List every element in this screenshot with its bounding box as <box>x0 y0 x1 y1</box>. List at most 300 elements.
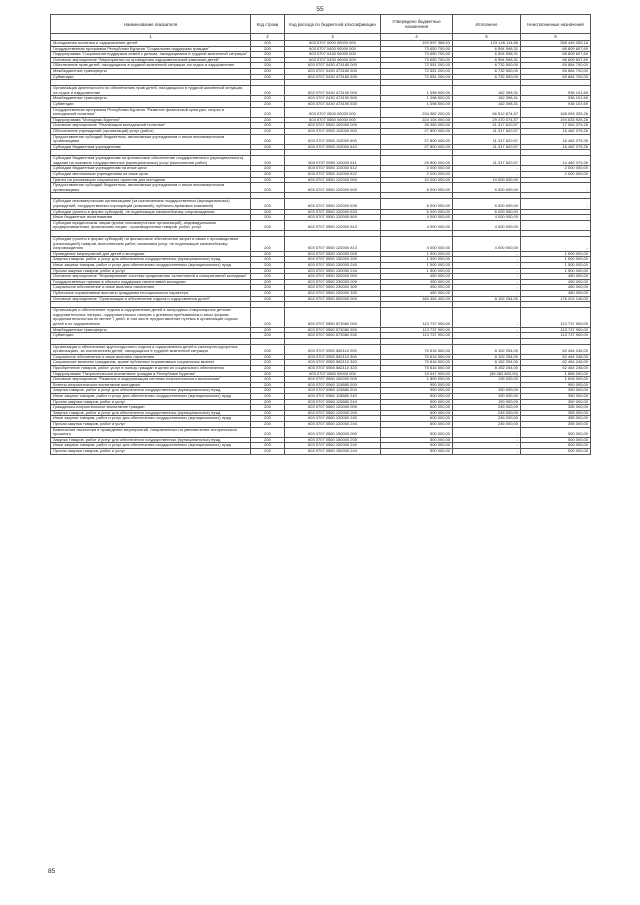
row-done: 8 152 254,00 <box>453 366 521 372</box>
row-kcsr: 603 0707 0430 00000 000 <box>285 52 381 58</box>
row-code: 200 <box>251 117 285 123</box>
row-remain: 1 500 000,00 <box>521 268 591 274</box>
col-num-4: 4 <box>381 34 453 41</box>
row-approved: 72 551 200,00 <box>381 74 453 80</box>
row-kcsr: 603 0707 0430 473180 530 <box>285 74 381 80</box>
row-name: Иные закупки товаров, работ и услуг для обеспечения государственных (муниципальных) нужд <box>51 394 251 400</box>
row-code: 200 <box>251 166 285 172</box>
row-done: - <box>453 166 521 172</box>
row-code: 200 <box>251 274 285 280</box>
row-name: Публичные нормативные выплаты гражданам несоциального характера <box>51 290 251 296</box>
row-kcsr: 603 0707 0550 120000 630 <box>285 199 381 209</box>
row-code: 200 <box>251 443 285 449</box>
row-approved: 72 551 200,00 <box>381 68 453 74</box>
row-name: Субсидии юридическим лицам (кроме некоммерческих организаций), индивидуальным предпринимателям, физическим лицам - производителям товаров, работ, услуг <box>51 220 251 230</box>
row-name: Межбюджетные трансферты <box>51 96 251 102</box>
row-approved: 70 616 500,00 <box>381 360 453 366</box>
row-code: 200 <box>251 144 285 150</box>
row-code: 200 <box>251 354 285 360</box>
row-kcsr: 603 0707 0550 110000 000 <box>285 128 381 134</box>
row-remain: 62 464 246,00 <box>521 344 591 354</box>
row-name: Закупка товаров, работ и услуг для обеспечения государственных (муниципальных) нужд <box>51 388 251 394</box>
row-done: 8 152 254,00 <box>453 344 521 354</box>
row-name: Закупка товаров, работ и услуг для обеспечения государственных (муниципальных) нужд <box>51 410 251 416</box>
row-remain: 65 884 700,00 <box>521 74 591 80</box>
row-approved: 500 000,00 <box>381 394 453 400</box>
page-number-top: 55 <box>316 6 324 13</box>
row-done: 6 732 500,00 <box>453 68 521 74</box>
row-remain: 66 809 607,69 <box>521 52 591 58</box>
row-code: 200 <box>251 68 285 74</box>
row-code: 200 <box>251 382 285 388</box>
row-approved: 950 000,00 <box>381 382 453 388</box>
row-approved: 1 800 000,00 <box>381 377 453 383</box>
col-num-1: 1 <box>51 34 251 41</box>
row-code: 200 <box>251 427 285 437</box>
col-num-6: 6 <box>521 34 591 41</box>
row-code: 200 <box>251 215 285 221</box>
row-remain: 62 464 246,00 <box>521 354 591 360</box>
row-approved: 224 104 000,00 <box>381 117 453 123</box>
row-name: Субвенции <box>51 101 251 107</box>
row-code: 200 <box>251 220 285 230</box>
row-code: 200 <box>251 172 285 178</box>
row-code: 200 <box>251 156 285 166</box>
row-done: 8 152 254,00 <box>453 360 521 366</box>
row-done: 245 000,00 <box>453 422 521 428</box>
row-name: Предоставление субсидий бюджетным, автономным учреждениям и иным некоммерческим организациям <box>51 183 251 193</box>
row-name: Прочая закупка товаров, работ и услуг <box>51 448 251 454</box>
row-done: - <box>453 279 521 285</box>
row-kcsr: 603 0707 0550 100000 000 <box>285 123 381 129</box>
row-name: Иные закупки товаров, работ и услуг для обеспечения государственных (муниципальных) нужд <box>51 443 251 449</box>
row-approved: 600 000,00 <box>381 405 453 411</box>
row-done: - <box>453 268 521 274</box>
row-code: 200 <box>251 41 285 47</box>
row-kcsr: 603 0707 0550 120000 633 <box>285 209 381 215</box>
row-remain: 936 101,69 <box>521 86 591 96</box>
row-remain: - <box>521 209 591 215</box>
row-approved: 113 737 900,00 <box>381 308 453 327</box>
row-approved: 73 650 700,00 <box>381 57 453 63</box>
col-num-5: 5 <box>453 34 521 41</box>
row-remain: 17 062 379,26 <box>521 123 591 129</box>
row-approved: 500 000,00 <box>381 427 453 437</box>
row-kcsr: 603 0707 0550 130000 244 <box>285 268 381 274</box>
row-approved: 2 000 000,00 <box>381 172 453 178</box>
row-done: - <box>453 172 521 178</box>
row-done: 162 398,31 <box>453 101 521 107</box>
row-approved: 10 000 000,00 <box>381 177 453 183</box>
row-name: Военно-патриотическое воспитание молодежи <box>51 382 251 388</box>
row-approved: 184 354 400,00 <box>381 296 453 302</box>
row-code: 200 <box>251 327 285 333</box>
row-kcsr: 603 0707 0550 110000 611 <box>285 156 381 166</box>
row-done: 4 000 000,00 <box>453 237 521 252</box>
row-approved: 70 616 500,00 <box>381 354 453 360</box>
row-approved: 25 800 000,00 <box>381 156 453 166</box>
row-remain: - <box>521 215 591 221</box>
row-kcsr: 603 0707 0430 473180 500 <box>285 68 381 74</box>
row-kcsr: 603 0707 0560 150000 000 <box>285 427 381 437</box>
row-name: Государственная программа Республики Бурятия "Социальная поддержка граждан" <box>51 46 251 52</box>
row-name: Закупка товаров, работ и услуг для обеспечения государственных (муниципальных) нужд <box>51 257 251 263</box>
row-approved: 1 098 500,00 <box>381 96 453 102</box>
row-name: Межбюджетные трансферты <box>51 68 251 74</box>
row-code: 200 <box>251 308 285 327</box>
col-num-2: 2 <box>251 34 285 41</box>
row-done: 6 000 000,00 <box>453 183 521 193</box>
row-name: Проведение мероприятий для детей и молодежи <box>51 251 251 257</box>
row-kcsr: 603 0707 0560 150000 244 <box>285 448 381 454</box>
row-remain: 62 464 246,00 <box>521 360 591 366</box>
row-remain: 1 605 000,00 <box>521 377 591 383</box>
page-number-bottom: 85 <box>48 868 56 875</box>
row-approved: 70 616 500,00 <box>381 366 453 372</box>
row-approved: 500 000,00 <box>381 443 453 449</box>
row-done: 29 470 074,57 <box>453 117 521 123</box>
row-approved: 1 500 000,00 <box>381 257 453 263</box>
row-approved: 500 000,00 <box>381 399 453 405</box>
row-kcsr: 603 0707 0550 130000 200 <box>285 257 381 263</box>
row-approved: 6 000 000,00 <box>381 199 453 209</box>
row-code: 200 <box>251 128 285 134</box>
row-done: 11 317 620,57 <box>453 134 521 144</box>
row-done: 21 317 620,57 <box>453 123 521 129</box>
row-name: Основное мероприятие "Развитие и модернизация системы патриотического воспитания" <box>51 377 251 383</box>
row-done: - <box>453 427 521 437</box>
row-name: Вовлечение населения в проведение мероприятий, направленных на увековечение исторического прошлого <box>51 427 251 437</box>
row-done: - <box>453 327 521 333</box>
row-name: Основное мероприятие "Мероприятия по проведению оздоровительной кампании детей" <box>51 57 251 63</box>
header-name: Наименование показателя <box>51 15 251 34</box>
row-remain: 355 000,00 <box>521 422 591 428</box>
row-name: Прочая закупка товаров, работ и услуг <box>51 422 251 428</box>
row-remain: 350 000,00 <box>521 394 591 400</box>
row-kcsr: 603 0707 0400 00000 000 <box>285 46 381 52</box>
row-name: Основное мероприятие "Реализация молодежной политики" <box>51 123 251 129</box>
row-code: 200 <box>251 388 285 394</box>
row-remain: 113 737 900,00 <box>521 327 591 333</box>
row-name: Субсидии бюджетным учреждениям на финансовое обеспечение государственного (муниципального) задания на оказание государственных (муниципальных) услуг (выполнение работ) <box>51 156 251 166</box>
row-name: Иные бюджетные ассигнования <box>51 215 251 221</box>
row-done: - <box>453 274 521 280</box>
row-remain: 65 884 700,00 <box>521 68 591 74</box>
row-name: Гражданско-патриотическое воспитание граждан <box>51 405 251 411</box>
row-approved: 1 098 500,00 <box>381 101 453 107</box>
row-remain: 176 201 146,00 <box>521 296 591 302</box>
row-name: Субвенции <box>51 333 251 339</box>
row-remain: - <box>521 237 591 252</box>
row-remain: 62 464 246,00 <box>521 366 591 372</box>
table-row <box>51 134 591 144</box>
row-name: Субсидии бюджетным учреждениям на иные цели <box>51 166 251 172</box>
row-code: 200 <box>251 177 285 183</box>
row-name: Субсидии (гранты в форме субсидий), не подлежащие казначейскому сопровождению <box>51 209 251 215</box>
row-kcsr: 603 0707 0550 110000 622 <box>285 172 381 178</box>
row-done: (59 082 800,00) <box>453 371 521 377</box>
row-remain: 350 000,00 <box>521 399 591 405</box>
row-kcsr: 603 0707 0550 120000 800 <box>285 215 381 221</box>
row-approved: 450 000,00 <box>381 285 453 291</box>
row-remain: 500 000,00 <box>521 443 591 449</box>
row-kcsr: 603 0707 0550 582110 323 <box>285 366 381 372</box>
row-kcsr: 603 0707 0550 120000 813 <box>285 237 381 252</box>
row-approved: 6 000 000,00 <box>381 209 453 215</box>
row-code: 200 <box>251 237 285 252</box>
row-kcsr: 603 0707 0550 110000 600 <box>285 134 381 144</box>
row-done: 4 000 000,00 <box>453 215 521 221</box>
row-remain: 268 449 265,18 <box>521 41 591 47</box>
row-done: 11 317 620,57 <box>453 156 521 166</box>
row-done: 6 732 500,00 <box>453 74 521 80</box>
row-remain: - <box>521 183 591 193</box>
row-code: 200 <box>251 360 285 366</box>
row-remain: 1 856 000,00 <box>521 371 591 377</box>
row-remain: 950 000,00 <box>521 382 591 388</box>
row-approved: 73 650 700,00 <box>381 52 453 58</box>
row-remain: 113 737 900,00 <box>521 308 591 327</box>
table-body <box>51 41 591 455</box>
row-kcsr: 603 0707 0560 150000 200 <box>285 437 381 443</box>
table-row <box>51 199 591 209</box>
row-remain: 936 101,69 <box>521 101 591 107</box>
row-done: - <box>453 448 521 454</box>
row-kcsr: 603 0707 0560 120000 200 <box>285 410 381 416</box>
row-kcsr: 603 0707 0550 130000 000 <box>285 251 381 257</box>
header-approved: Утверждено бюджетные назначения <box>381 15 453 34</box>
row-name: Государственные премии в области поддержки талантливой молодежи <box>51 279 251 285</box>
row-code: 200 <box>251 52 285 58</box>
row-approved: 234 582 200,00 <box>381 107 453 117</box>
row-done: - <box>453 308 521 327</box>
row-code: 200 <box>251 399 285 405</box>
row-kcsr: 603 0707 0560 115880 000 <box>285 382 381 388</box>
row-kcsr: 603 0707 0430 40000 000 <box>285 57 381 63</box>
row-name: Государственная программа Республики Бурятия "Развитие физической культуры, спорта и молодежной политики" <box>51 107 251 117</box>
row-remain: 16 482 379,26 <box>521 134 591 144</box>
row-code: 200 <box>251 183 285 193</box>
row-remain: 1 500 000,00 <box>521 262 591 268</box>
row-kcsr: 603 0707 0560 100000 000 <box>285 377 381 383</box>
col-num-3: 3 <box>285 34 381 41</box>
row-name: Предоставление субсидий бюджетным, автономным учреждениям и иным некоммерческим организациям <box>51 134 251 144</box>
row-kcsr: 603 0707 0550 582110 300 <box>285 354 381 360</box>
row-approved: 10 447 900,00 <box>381 371 453 377</box>
row-done: 245 000,00 <box>453 405 521 411</box>
row-remain: 450 000,00 <box>521 279 591 285</box>
row-done: 10 000 000,00 <box>453 177 521 183</box>
header-done: Исполнено <box>453 15 521 34</box>
row-name: Субсидии автономным учреждениям на иные цели <box>51 172 251 178</box>
row-code: 200 <box>251 333 285 339</box>
row-code: 200 <box>251 57 285 63</box>
row-done: 8 152 254,00 <box>453 354 521 360</box>
row-kcsr: 603 0707 0550 573080 530 <box>285 333 381 339</box>
row-name: Иные закупки товаров, работ и услуг для обеспечения государственных (муниципальных) нужд <box>51 262 251 268</box>
header-row <box>51 15 591 34</box>
header-remain: Неисполненные назначения <box>521 15 591 34</box>
row-code: 200 <box>251 371 285 377</box>
row-done: 11 317 620,57 <box>453 128 521 134</box>
row-approved: 1 098 500,00 <box>381 86 453 96</box>
row-remain: 168 069 325,26 <box>521 107 591 117</box>
row-code: 200 <box>251 366 285 372</box>
row-kcsr: 603 0707 0550 120000 000 <box>285 177 381 183</box>
row-kcsr: 603 0707 0560 120000 240 <box>285 416 381 422</box>
row-done: 66 512 874,57 <box>453 107 521 117</box>
table-row <box>51 183 591 193</box>
row-done: 6 594 598,31 <box>453 46 521 52</box>
row-remain: 355 000,00 <box>521 416 591 422</box>
row-kcsr: 603 0707 0560 115880 244 <box>285 399 381 405</box>
table-row <box>51 156 591 166</box>
row-code: 200 <box>251 96 285 102</box>
row-name: Обеспечение учреждений (организаций) услуг (работ) <box>51 128 251 134</box>
row-name: Подпрограмма "Социальная поддержка семей с детьми, находящимися в трудной жизненной ситуации" <box>51 52 251 58</box>
row-code: 200 <box>251 285 285 291</box>
row-code: 200 <box>251 268 285 274</box>
row-name: Прочая закупка товаров, работ и услуг <box>51 268 251 274</box>
row-code: 200 <box>251 262 285 268</box>
row-remain: 1 500 000,00 <box>521 257 591 263</box>
row-kcsr: 603 0707 0550 120000 810 <box>285 220 381 230</box>
row-done: - <box>453 251 521 257</box>
row-name: Приобретение товаров, работ, услуг в пользу граждан в целях их социального обеспечения <box>51 366 251 372</box>
row-code: 200 <box>251 437 285 443</box>
row-kcsr: 603 0707 0550 573080 000 <box>285 308 381 327</box>
row-remain: 66 809 607,69 <box>521 57 591 63</box>
row-approved: 1 500 000,00 <box>381 262 453 268</box>
row-remain: 350 000,00 <box>521 388 591 394</box>
row-approved: 2 000 000,00 <box>381 166 453 172</box>
row-code: 200 <box>251 416 285 422</box>
row-done: - <box>453 290 521 296</box>
row-approved: 4 000 000,00 <box>381 237 453 252</box>
row-kcsr: 603 0707 0550 00000 000 <box>285 117 381 123</box>
row-code: 200 <box>251 394 285 400</box>
row-remain: 113 737 900,00 <box>521 333 591 339</box>
row-code: 200 <box>251 296 285 302</box>
header-kcsr: Код расхода по бюджетной классификации <box>285 15 381 34</box>
row-approved: 500 000,00 <box>381 448 453 454</box>
row-kcsr: 603 0707 0550 230000 000 <box>285 279 381 285</box>
row-kcsr: 603 0707 0560 00000 000 <box>285 371 381 377</box>
row-name: Молодежная политика и оздоровление детей <box>51 41 251 47</box>
row-remain: 14 482 379,26 <box>521 156 591 166</box>
row-done: - <box>453 382 521 388</box>
row-approved: 450 000,00 <box>381 279 453 285</box>
row-done: - <box>453 437 521 443</box>
table-row <box>51 220 591 230</box>
row-remain: - <box>521 220 591 230</box>
row-kcsr: 603 0707 0550 110000 610 <box>285 144 381 150</box>
header-code: Код строки <box>251 15 285 34</box>
row-remain: 2 000 000,00 <box>521 172 591 178</box>
row-remain: 65 884 700,00 <box>521 63 591 69</box>
row-kcsr: 603 0707 0430 473190 000 <box>285 86 381 96</box>
row-approved: 1 500 000,00 <box>381 251 453 257</box>
row-code: 200 <box>251 107 285 117</box>
row-approved: 27 800 000,00 <box>381 134 453 144</box>
row-kcsr: 603 0707 0550 582110 000 <box>285 344 381 354</box>
row-kcsr: 603 0707 0550 230000 330 <box>285 290 381 296</box>
row-name: Обеспечение прав детей, находящихся в трудной жизненной ситуации, на отдых и оздоровление <box>51 63 251 69</box>
row-remain: 66 809 607,69 <box>521 46 591 52</box>
row-name: Субсидии некоммерческим организациям (за исключением государственных (муниципальных) учреждений, государственных корпораций (компаний), публично-правовых компаний) <box>51 199 251 209</box>
row-done: 150 000,00 <box>453 394 521 400</box>
row-code: 200 <box>251 405 285 411</box>
row-name: Закупка товаров, работ и услуг для обеспечения государственных (муниципальных) нужд <box>51 437 251 443</box>
row-kcsr: 603 0707 0430 473190 500 <box>285 96 381 102</box>
row-remain: 16 482 379,26 <box>521 144 591 150</box>
row-remain: 450 000,00 <box>521 274 591 280</box>
row-name: Иные закупки товаров, работ и услуг для обеспечения государственных (муниципальных) нужд <box>51 416 251 422</box>
row-name: Социальное обеспечение и иные выплаты населению <box>51 354 251 360</box>
row-name: Подпрограмма "Патриотическое воспитание граждан в Республике Бурятия" <box>51 371 251 377</box>
row-done: - <box>453 443 521 449</box>
row-code: 200 <box>251 46 285 52</box>
row-kcsr: 603 0707 0560 120000 000 <box>285 405 381 411</box>
row-kcsr: 603 0707 0430 473190 530 <box>285 101 381 107</box>
table-row <box>51 448 591 454</box>
row-kcsr: 603 0707 0000 00000 000 <box>285 41 381 47</box>
budget-execution-table <box>50 14 591 455</box>
row-done: 6 732 500,00 <box>453 63 521 69</box>
row-approved: 600 000,00 <box>381 422 453 428</box>
row-remain: 500 000,00 <box>521 448 591 454</box>
row-approved: 450 000,00 <box>381 274 453 280</box>
row-done: - <box>453 333 521 339</box>
row-remain: 936 101,69 <box>521 96 591 102</box>
row-approved: 4 000 000,00 <box>381 220 453 230</box>
row-done: 150 000,00 <box>453 388 521 394</box>
row-kcsr: 603 0707 0430 473180 000 <box>285 63 381 69</box>
row-done: 162 398,31 <box>453 96 521 102</box>
row-kcsr: 603 0707 0560 115880 200 <box>285 388 381 394</box>
row-name: Организация и обеспечение отдыха и оздоровления детей в загородных стационарных детских оздоровительных лагерях, оздоровительных лагерях с дневным пребыванием и иных формах продолжительностью не менее 7 дней, в том числе предоставление путевок в организации отдыха детей и их оздоровления <box>51 308 251 327</box>
row-code: 200 <box>251 422 285 428</box>
row-kcsr: 603 0707 0550 230000 300 <box>285 285 381 291</box>
row-approved: 600 000,00 <box>381 416 453 422</box>
row-code: 200 <box>251 86 285 96</box>
row-approved: 113 737 900,00 <box>381 327 453 333</box>
row-done: 245 000,00 <box>453 416 521 422</box>
row-approved: 72 551 200,00 <box>381 63 453 69</box>
row-name: Организация деятельности по обеспечению прав детей, находящихся в трудной жизненной ситуации, на отдых и оздоровление <box>51 86 251 96</box>
row-done: - <box>453 285 521 291</box>
table-row <box>51 296 591 302</box>
row-code: 200 <box>251 209 285 215</box>
row-remain: 16 482 379,26 <box>521 128 591 134</box>
row-name: Организация и обеспечение круглогодичного отдыха и оздоровления детей в санаторно-курортных организациях, за исключением детей, находящихся в трудной жизненной ситуации <box>51 344 251 354</box>
table-row <box>51 107 591 117</box>
row-remain: 500 000,00 <box>521 427 591 437</box>
row-name: Субсидии бюджетным учреждениям <box>51 144 251 150</box>
row-remain: 2 000 000,00 <box>521 166 591 172</box>
row-remain: 450 000,00 <box>521 285 591 291</box>
row-name: Подпрограмма "Молодежь Бурятии" <box>51 117 251 123</box>
row-name: Межбюджетные трансферты <box>51 327 251 333</box>
row-name: Субвенции <box>51 74 251 80</box>
row-done: 11 317 620,57 <box>453 144 521 150</box>
row-kcsr: 603 0707 0560 150000 240 <box>285 443 381 449</box>
row-done: 6 594 598,31 <box>453 52 521 58</box>
row-done: 8 152 254,00 <box>453 296 521 302</box>
row-approved: 600 000,00 <box>381 410 453 416</box>
row-code: 200 <box>251 448 285 454</box>
row-code: 200 <box>251 101 285 107</box>
